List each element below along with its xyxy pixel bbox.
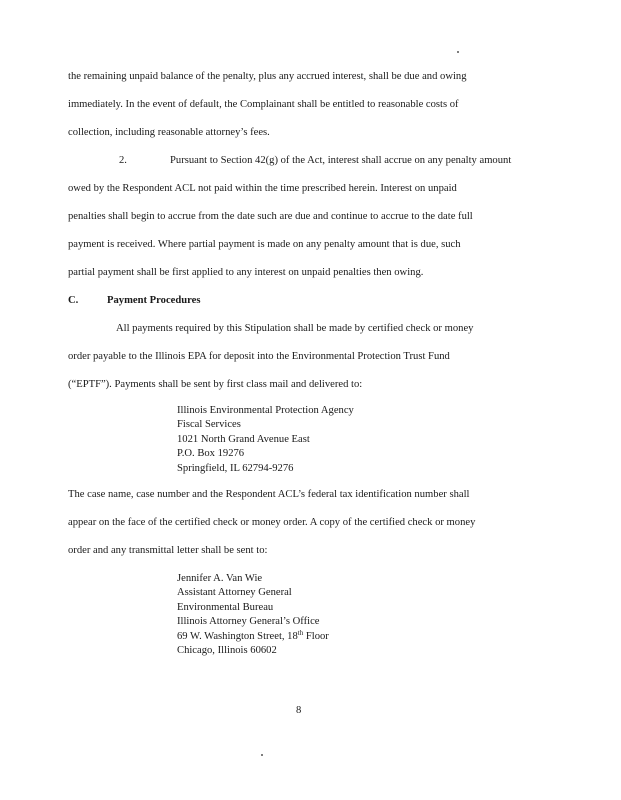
address-line-street [177,630,329,644]
paragraph-line: Pursuant to Section 42(g) of the Act, interest shall accrue on any penalty amount [170,155,512,166]
paragraph-line: owed by the Respondent ACL not paid within the time prescribed herein. Interest on unpaid [68,183,457,194]
street-floor: Floor [303,630,329,642]
address-line: Jennifer A. Van Wie [177,573,263,584]
scan-speck [261,754,263,756]
paragraph-line: (“EPTF”). Payments shall be sent by first class mail and delivered to: [68,379,363,390]
address-line: Springfield, IL 62794-9276 [177,462,294,474]
address-line: 1021 North Grand Avenue East [177,433,310,445]
scan-speck [457,51,459,53]
section-title: Payment Procedures [107,295,201,306]
paragraph-line: appear on the face of the certified check or money order. A copy of the certified check or money [68,517,476,528]
address-line: Chicago, Illinois 60602 [177,644,277,656]
paragraph-line: collection, including reasonable attorney’s fees. [68,127,270,138]
address-line: Environmental Bureau [177,601,274,613]
address-line: Illinois Attorney General’s Office [177,616,320,628]
paragraph-line: order payable to the Illinois EPA for deposit into the Environmental Protection Trust Fund [68,351,450,362]
epa-address-block [177,404,354,476]
paragraph-line: penalties shall begin to accrue from the date such are due and continue to accrue to the date full [68,211,473,222]
paragraph-line: All payments required by this Stipulation shall be made by certified check or money [116,323,474,334]
section-letter: C. [68,295,79,306]
street-text: 69 W. Washington Street, 18 [177,630,298,642]
paragraph-line: The case name, case number and the Respondent ACL’s federal tax identification number shall [68,489,470,500]
address-line: Illinois Environmental Protection Agency [177,405,354,416]
ag-address-block [177,572,329,658]
address-line: Assistant Attorney General [177,587,292,599]
paragraph-line: immediately. In the event of default, the Complainant shall be entitled to reasonable costs of [68,99,459,110]
item-number: 2. [119,155,127,166]
address-line: Fiscal Services [177,419,241,431]
paragraph-line: partial payment shall be first applied to any interest on unpaid penalties then owing. [68,267,424,278]
page-number: 8 [296,705,302,716]
paragraph-line: payment is received. Where partial payment is made on any penalty amount that is due, such [68,239,461,250]
paragraph-line: the remaining unpaid balance of the penalty, plus any accrued interest, shall be due and owing [68,71,467,82]
paragraph-line: order and any transmittal letter shall be sent to: [68,545,268,556]
address-line: P.O. Box 19276 [177,448,245,460]
ordinal-suffix: th [297,628,304,637]
